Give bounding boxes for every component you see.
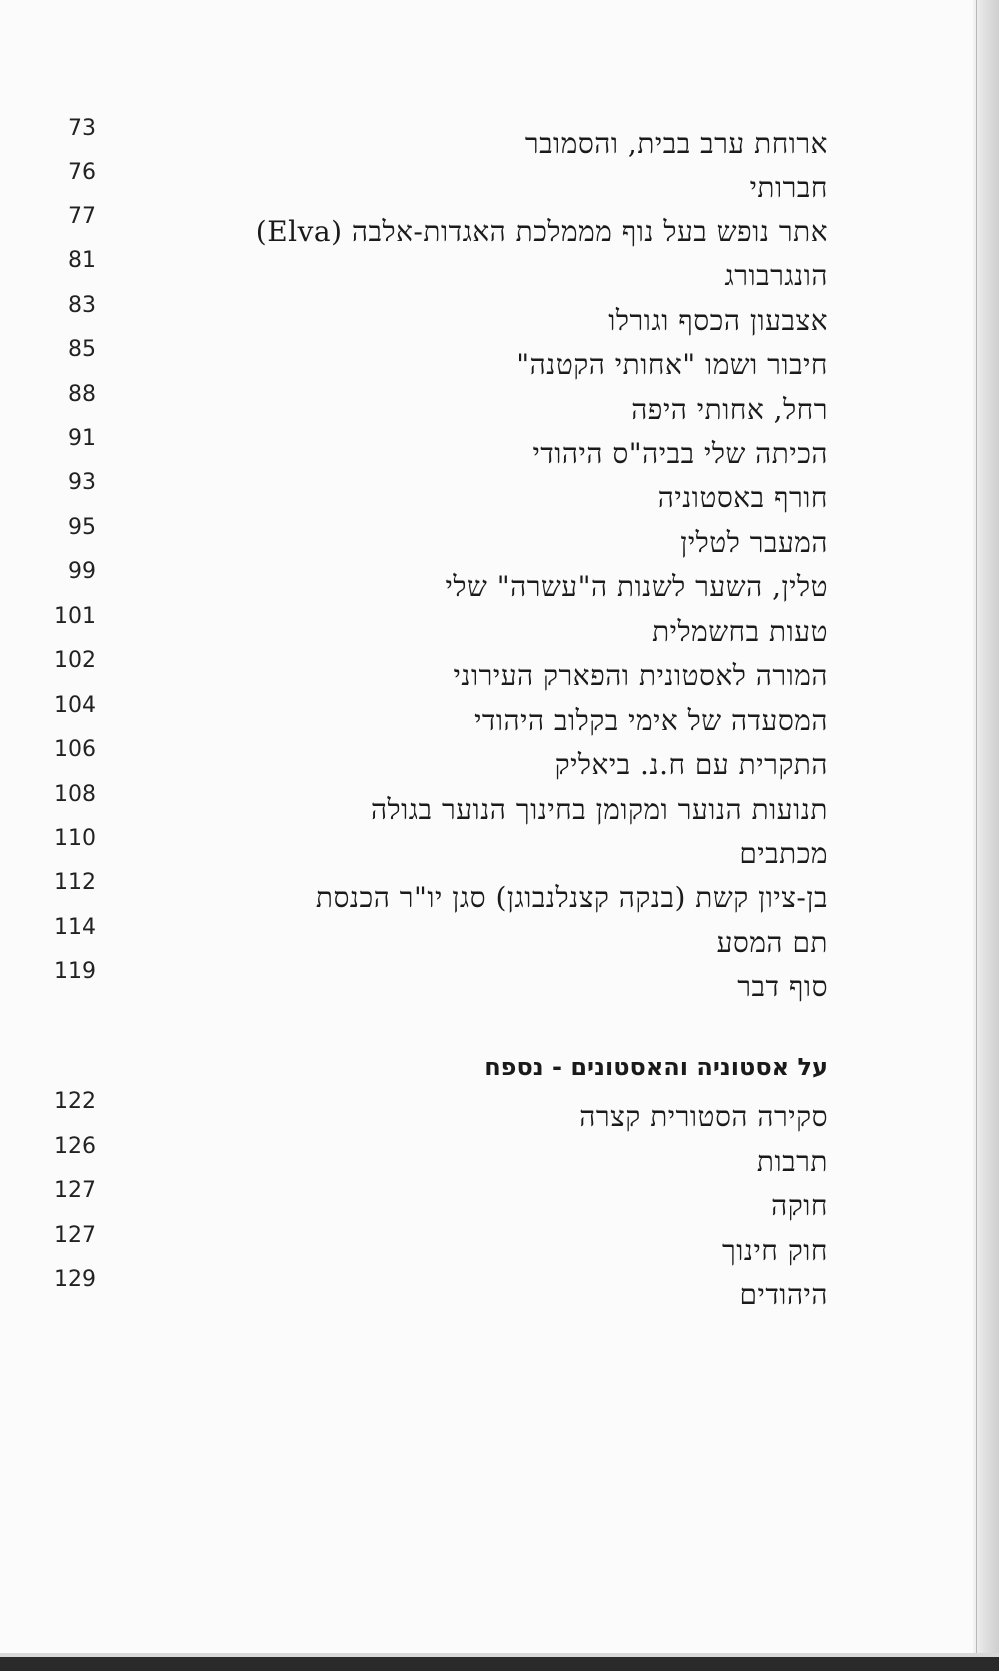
toc-entry — [0, 426, 999, 470]
toc-entry-title: טעות בחשמלית — [652, 615, 828, 648]
toc-entry-page: 129 — [54, 1267, 96, 1292]
toc-entry-page: 108 — [54, 782, 96, 807]
toc-entry-title: הכיתה שלי בביה"ס היהודי — [532, 437, 828, 470]
toc-entry-page: 88 — [68, 382, 96, 407]
toc-entry — [0, 1223, 999, 1267]
toc-entry-title: תנועות הנוער ומקומן בחינוך הנוער בגולה — [370, 793, 828, 826]
toc-entry — [0, 959, 999, 1003]
toc-entry-title: חוקה — [771, 1189, 828, 1222]
appendix-heading: על אסטוניה והאסטונים - נספח — [484, 1053, 828, 1081]
toc-entry-page: 126 — [54, 1134, 96, 1159]
toc-entry-title: ארוחת ערב בבית, והסמובר — [524, 127, 828, 160]
toc-entry — [0, 382, 999, 426]
toc-entry-page: 101 — [54, 604, 96, 629]
toc-entry-title: תם המסע — [716, 926, 828, 959]
toc-entry-title: רחל, אחותי היפה — [631, 393, 828, 426]
toc-entry — [0, 870, 999, 914]
toc-entry-title: סוף דבר — [737, 970, 828, 1003]
toc-entry — [0, 204, 999, 248]
toc-entry-title: המורה לאסטונית והפארק העירוני — [453, 659, 828, 692]
toc-entry-page: 102 — [54, 648, 96, 673]
toc-entry — [0, 737, 999, 781]
toc-entry-title: אצבעון הכסף וגורלו — [608, 304, 828, 337]
toc-entry-page: 76 — [68, 160, 96, 185]
toc-entry — [0, 1178, 999, 1222]
toc-entry — [0, 915, 999, 959]
toc-entry-title: מכתבים — [739, 837, 828, 870]
toc-entry-page: 85 — [68, 337, 96, 362]
toc-entry-page: 112 — [54, 870, 96, 895]
toc-entry-page: 104 — [54, 693, 96, 718]
toc-entry-title: סקירה הסטורית קצרה — [579, 1100, 828, 1133]
toc-entry — [0, 515, 999, 559]
toc-entry-title: המעבר לטלין — [680, 526, 828, 559]
toc-entry-page: 122 — [54, 1089, 96, 1114]
toc-entry-page: 114 — [54, 915, 96, 940]
toc-entry-page: 99 — [68, 559, 96, 584]
toc-entry — [0, 1134, 999, 1178]
toc-entry — [0, 1089, 999, 1133]
toc-entry-title: בן-ציון קשת (בנקה קצנלנבוגן) סגן יו"ר הכנסת — [315, 881, 828, 914]
toc-entry — [0, 337, 999, 381]
toc-entry-page: 127 — [54, 1178, 96, 1203]
toc-entry-title: תרבות — [756, 1145, 828, 1178]
toc-entry-title: הונגרבורג — [724, 259, 828, 292]
toc-entry-page: 93 — [68, 470, 96, 495]
toc-entry — [0, 604, 999, 648]
toc-entry-page: 95 — [68, 515, 96, 540]
toc-entry — [0, 160, 999, 204]
toc-entry-title: חברותי — [749, 171, 828, 204]
toc-entry-title: חורף באסטוניה — [657, 481, 828, 514]
toc-entry — [0, 116, 999, 160]
toc-entry — [0, 559, 999, 603]
toc-entry-page: 110 — [54, 826, 96, 851]
toc-entry — [0, 1267, 999, 1311]
toc-entry-title: חיבור ושמו "אחותי הקטנה" — [516, 348, 828, 381]
toc-entry-page: 106 — [54, 737, 96, 762]
toc-entry — [0, 648, 999, 692]
toc-entry-title: המסעדה של אימי בקלוב היהודי — [474, 704, 828, 737]
toc-entry-page: 83 — [68, 293, 96, 318]
toc-entry-page: 127 — [54, 1223, 96, 1248]
toc-entry-page: 91 — [68, 426, 96, 451]
toc-entry — [0, 248, 999, 292]
toc-entry-title: חוק חינוך — [721, 1234, 828, 1267]
toc-entry — [0, 782, 999, 826]
toc-entry-page: 81 — [68, 248, 96, 273]
toc-entry — [0, 826, 999, 870]
toc-entry-title: התקרית עם ח.נ. ביאליק — [554, 748, 828, 781]
toc-entry-title: אתר נופש בעל נוף מממלכת האגדות-אלבה (Elva) — [255, 215, 828, 248]
toc-entry-page: 73 — [68, 116, 96, 141]
toc-entry-page: 119 — [54, 959, 96, 984]
toc-entry-title: טלין, השער לשנות ה"עשרה" שלי — [445, 570, 828, 603]
toc-entry-title: היהודים — [739, 1278, 828, 1311]
toc-entry — [0, 293, 999, 337]
toc-entry — [0, 470, 999, 514]
toc-entry-page: 77 — [68, 204, 96, 229]
toc-entry — [0, 693, 999, 737]
